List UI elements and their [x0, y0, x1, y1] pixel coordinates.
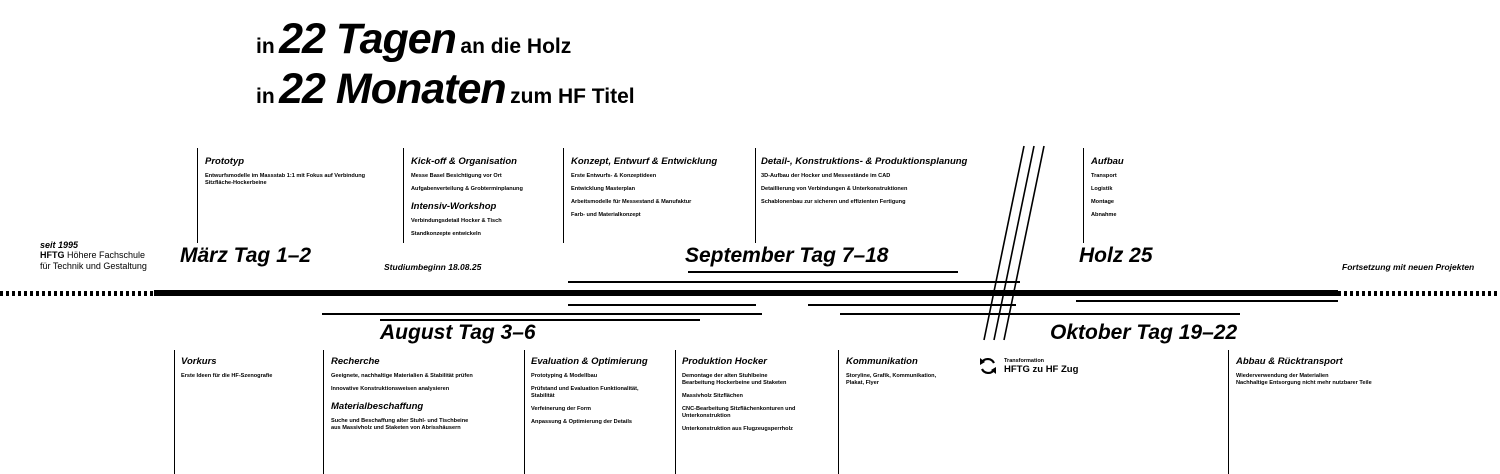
transformation-label: Transformation [1004, 357, 1045, 364]
block-item: Suche und Beschaffung alter Stuhl- und Tischbeine aus Massivholz und Staketen von Abrisshäusern [331, 417, 469, 431]
block-item: Messe Basel Besichtigung vor Ort [411, 173, 502, 179]
block-title: Kommunikation [846, 356, 918, 367]
block-title: Detail-, Konstruktions- & Produktionsplanung [761, 156, 968, 167]
school-abbr: HFTG [40, 250, 65, 261]
block-title: Abbau & Rücktransport [1236, 356, 1343, 367]
block-item: Farb- und Materialkonzept [571, 211, 641, 218]
break-line-3 [1004, 146, 1044, 340]
block-item: Erste Entwurfs- & Konzeptideen [571, 173, 657, 179]
block-item: Prototyping & Modellbau [531, 373, 598, 379]
period-holz: Holz 25 [1079, 244, 1153, 267]
block-item: Innovative Konstruktionsweisen analysieren [331, 385, 450, 392]
block-item: Wiederverwendung der Materialien Nachhaltige Entsorgung nicht mehr nutzbarer Teile [1236, 373, 1372, 386]
block-item: Unterkonstruktion aus Flugzeugsperrholz [682, 425, 793, 432]
block-item: Montage [1091, 198, 1114, 205]
period-oktober: Oktober Tag 19–22 [1050, 321, 1238, 344]
headline1-pre: in [256, 35, 275, 58]
block-title: Kick-off & Organisation [411, 156, 517, 167]
block-item: Schablonenbau zur sicheren und effizienten Fertigung [761, 198, 906, 205]
block-kommunikation [846, 356, 936, 393]
break-line-1 [984, 146, 1024, 340]
school-name-line2: für Technik und Gestaltung [40, 260, 147, 271]
studienbeginn-label: Studiumbeginn 18.08.25 [384, 262, 482, 272]
transformation-text: HFTG zu HF Zug [1004, 363, 1079, 375]
block-item: Detaillierung von Verbindungen & Unterkonstruktionen [761, 185, 908, 192]
headline1-big: 22 Tagen [279, 15, 456, 63]
block-item: Anpassung & Optimierung der Details [531, 418, 633, 425]
block-title: Evaluation & Optimierung [531, 356, 648, 367]
headline2-pre: in [256, 85, 275, 108]
block-title-2: Intensiv-Workshop [411, 200, 497, 212]
block-title: Produktion Hocker [682, 356, 767, 367]
block-item: Entwicklung Masterplan [571, 185, 636, 192]
break-line-2 [994, 146, 1034, 340]
fortsetzung-label: Fortsetzung mit neuen Projekten [1342, 262, 1475, 272]
block-item: Transport [1091, 173, 1117, 179]
block-title: Aufbau [1091, 156, 1124, 167]
block-item: Entwurfsmodelle im Massstab 1:1 mit Fokus auf Verbindung Sitzfläche-Hockerbeine [205, 173, 366, 186]
block-title: Recherche [331, 356, 380, 367]
block-item: Logistik [1091, 185, 1113, 192]
school-since: seit 1995 [40, 240, 79, 250]
block-item: Erste Ideen für die HF-Szenografie [181, 373, 273, 379]
period-maerz: März Tag 1–2 [180, 244, 312, 267]
block-item: Storyline, Grafik, Kommunikation, Plakat, Flyer [846, 373, 937, 386]
block-vorkurs [181, 356, 272, 386]
block-item: Abnahme [1091, 211, 1117, 218]
block-item: 3D-Aufbau der Hocker und Messestände im CAD [761, 173, 891, 179]
school-name: Höhere Fachschule [67, 250, 146, 261]
block-title: Prototyp [205, 156, 245, 167]
block-title: Vorkurs [181, 356, 217, 367]
period-august: August Tag 3–6 [380, 321, 536, 344]
transformation-block [978, 356, 1078, 376]
block-abbau [1236, 356, 1372, 393]
block-item: Arbeitsmodelle für Messestand & Manufaktur [571, 198, 692, 205]
block-item: Aufgabenverteilung & Grobterminplanung [411, 185, 523, 192]
headline2-post: zum HF Titel [510, 85, 635, 108]
block-item: Massivholz Sitzflächen [682, 392, 743, 399]
block-title: Konzept, Entwurf & Entwicklung [571, 156, 718, 167]
block-item: CNC-Bearbeitung Sitzflächenkonturen und Unterkonstruktion [682, 405, 796, 419]
refresh-icon [978, 356, 998, 376]
block-title-2: Materialbeschaffung [331, 400, 424, 412]
block-item: Geeignete, nachhaltige Materialien & Stabilität prüfen [331, 373, 473, 379]
block-evaluation [531, 356, 648, 432]
block-item: Verfeinerung der Form [531, 405, 591, 412]
block-produktion [682, 356, 795, 439]
period-september: September Tag 7–18 [685, 244, 889, 267]
block-recherche [331, 356, 473, 438]
block-item: Verbindungsdetail Hocker & Tisch [411, 217, 502, 224]
block-item: Prüfstand und Evaluation Funktionalität, Stabilität [531, 385, 639, 399]
headline2-big: 22 Monaten [279, 65, 506, 113]
headline1-post: an die Holz [460, 35, 572, 58]
block-item: Demontage der alten Stuhlbeine Bearbeitung Hockerbeine und Staketen [682, 373, 787, 386]
block-item: Standkonzepte entwickeln [411, 230, 481, 237]
